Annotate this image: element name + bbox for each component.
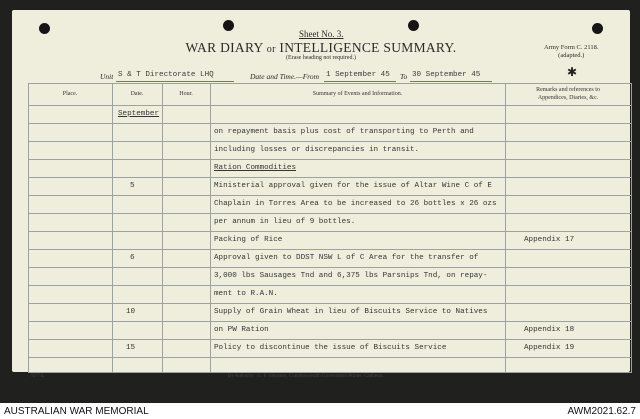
punch-hole <box>223 20 234 31</box>
table-rule <box>28 303 632 304</box>
handwritten-mark: ✱ <box>567 65 578 79</box>
diary-sheet <box>12 10 630 379</box>
entry-summary: Supply of Grain Wheat in lieu of Biscuits Service to Natives <box>214 308 488 316</box>
army-form-label <box>544 44 598 60</box>
table-rule <box>28 267 632 268</box>
header-date: Date. <box>130 91 144 97</box>
entry-summary: on PW Ration <box>214 326 269 334</box>
entry-heading: Ration Commodities <box>214 164 297 172</box>
header-place: Place. <box>62 91 78 97</box>
institution-name: AUSTRALIAN WAR MEMORIAL <box>4 406 149 417</box>
entry-summary: ment to R.A.N. <box>214 290 278 298</box>
punch-hole <box>408 20 419 31</box>
table-rule <box>28 195 632 196</box>
unit-label: Unit <box>100 72 114 81</box>
table-rule <box>28 372 632 373</box>
printer-line: By Authority : L. F. Johnston, Commonwealth Government Printer, Canberra. <box>228 374 384 379</box>
table-rule <box>28 123 632 124</box>
table-rule <box>28 285 632 286</box>
header-hour: Hour. <box>179 91 193 97</box>
column-rule <box>162 83 163 373</box>
table-rule <box>28 249 632 250</box>
month-label: September <box>118 110 160 118</box>
table-rule <box>28 321 632 322</box>
entry-summary: Packing of Rice <box>214 236 283 244</box>
army-form-adapted: (adapted.) <box>558 52 585 59</box>
accession-number: AWM2021.62.7 <box>567 406 636 417</box>
table-rule <box>28 105 632 106</box>
table-rule <box>28 83 632 84</box>
entry-summary: including losses or discrepancies in transit. <box>214 146 420 154</box>
entry-date: 6 <box>130 254 135 262</box>
table-rule <box>28 213 632 214</box>
diary-table <box>28 83 632 373</box>
form-code: 7677/L <box>30 374 45 379</box>
sheet-number: Sheet No. 3. <box>299 29 344 39</box>
entry-date: 15 <box>126 344 136 352</box>
entry-summary: Chaplain in Torres Area to be increased to 26 bottles x 26 ozs <box>214 200 497 208</box>
column-rule <box>505 83 506 373</box>
table-rule <box>28 357 632 358</box>
punch-hole <box>39 23 50 34</box>
column-rule <box>28 83 29 373</box>
column-rule <box>210 83 211 373</box>
entry-summary: on repayment basis plus cost of transporting to Perth and <box>214 128 474 136</box>
header-remarks-line1: Remarks and references to <box>536 87 600 93</box>
entry-date: 5 <box>130 182 135 190</box>
column-rule <box>112 83 113 373</box>
army-form-number: Army Form C. 2118. <box>544 44 599 51</box>
header-remarks-line2: Appendices, Diaries, &c. <box>537 95 599 101</box>
form-subtitle: (Erase heading not required.) <box>286 55 356 61</box>
entry-summary: Ministerial approval given for the issue of Altar Wine C of E <box>214 182 492 190</box>
unit-underline <box>116 81 234 82</box>
caption-bar <box>0 403 640 419</box>
title-war-diary: WAR DIARY <box>185 40 264 55</box>
entry-date: 10 <box>126 308 136 316</box>
date-to-value: 30 September 45 <box>412 71 481 79</box>
header-remarks <box>505 86 631 102</box>
entry-remark: Appendix 18 <box>524 326 575 334</box>
entry-summary: 3,000 lbs Sausages Tnd and 6,375 lbs Parsnips Tnd, on repay- <box>214 272 488 280</box>
date-from-label: Date and Time.—From <box>250 72 320 81</box>
date-to-underline <box>410 81 492 82</box>
date-from-value: 1 September 45 <box>326 71 390 79</box>
table-rule <box>28 141 632 142</box>
header-summary: Summary of Events and Information. <box>312 91 403 97</box>
date-from-underline <box>324 81 396 82</box>
entry-summary: per annum in lieu of 9 bottles. <box>214 218 356 226</box>
table-rule <box>28 231 632 232</box>
title-or: or <box>266 44 276 55</box>
column-rule <box>631 83 632 373</box>
table-rule <box>28 159 632 160</box>
entry-remark: Appendix 17 <box>524 236 575 244</box>
title-intelligence-summary: INTELLIGENCE SUMMARY. <box>279 40 457 55</box>
form-title <box>12 40 630 56</box>
punch-hole <box>592 23 603 34</box>
table-rule <box>28 339 632 340</box>
entry-summary: Policy to discontinue the issue of Biscuits Service <box>214 344 447 352</box>
entry-remark: Appendix 19 <box>524 344 575 352</box>
date-to-label: To <box>400 72 408 81</box>
unit-value: S & T Directorate LHQ <box>118 71 214 79</box>
entry-summary: Approval given to DDST NSW L of C Area for the transfer of <box>214 254 479 262</box>
table-rule <box>28 177 632 178</box>
